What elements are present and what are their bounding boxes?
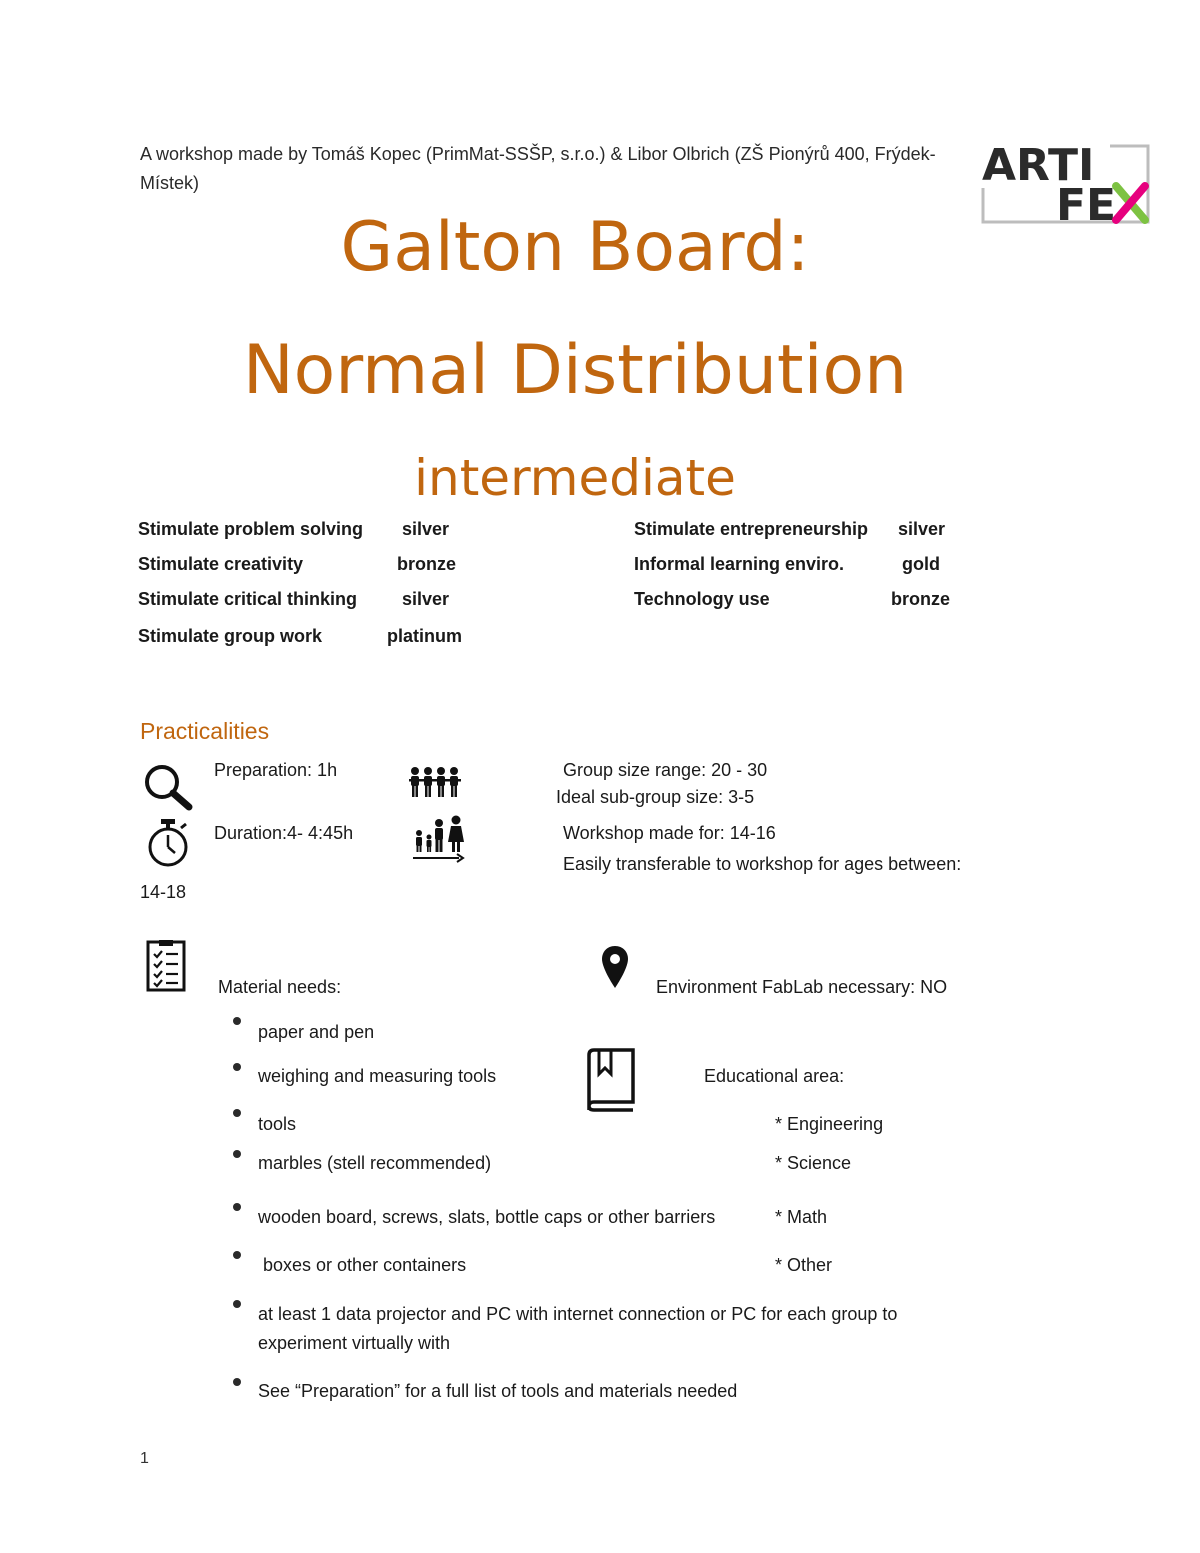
title-line-2: Normal Distribution	[242, 331, 908, 410]
material-item: at least 1 data projector and PC with internet connection or PC for each group to	[258, 1304, 898, 1324]
bullet	[233, 1109, 241, 1117]
material-item: wooden board, screws, slats, bottle caps or other barriers	[258, 1207, 716, 1227]
criterion-value: silver	[898, 519, 946, 539]
page-number: 1	[140, 1450, 149, 1467]
subgroup-size: Ideal sub-group size: 3-5	[556, 787, 755, 807]
educational-area-item: * Engineering	[775, 1114, 884, 1134]
material-needs-label: Material needs:	[218, 977, 342, 997]
criterion-value: bronze	[891, 589, 951, 609]
bullet	[233, 1300, 241, 1308]
logo-text-fe: FE	[1056, 180, 1117, 226]
criterion-value: platinum	[387, 626, 462, 646]
material-item: See “Preparation” for a full list of tools and materials needed	[258, 1381, 738, 1401]
bullet	[233, 1378, 241, 1386]
criterion-label: Stimulate problem solving	[138, 519, 364, 539]
preparation-time: Preparation: 1h	[214, 760, 338, 780]
workshop-credit: A workshop made by Tomáš Kopec (PrimMat-SSŠP, s.r.o.) & Libor Olbrich (ZŠ Pionýrů 400, Frýdek-Místek)	[140, 144, 936, 193]
material-item: boxes or other containers	[258, 1255, 467, 1275]
practicalities-heading: Practicalities	[140, 718, 270, 744]
checklist-icon	[146, 940, 188, 994]
difficulty-level: intermediate	[414, 449, 736, 507]
material-item: marbles (stell recommended)	[258, 1153, 492, 1173]
criterion-label: Informal learning enviro.	[634, 554, 845, 574]
criterion-label: Stimulate critical thinking	[138, 589, 358, 609]
bullet	[233, 1203, 241, 1211]
family-icon	[410, 814, 466, 864]
material-item: weighing and measuring tools	[258, 1066, 497, 1086]
educational-area-item: * Science	[775, 1153, 852, 1173]
criterion-value: bronze	[397, 554, 457, 574]
bullet	[233, 1063, 241, 1071]
criterion-label: Stimulate entrepreneurship	[634, 519, 869, 539]
book-icon	[583, 1046, 637, 1114]
group-size-range: Group size range: 20 - 30	[563, 760, 768, 780]
stopwatch-icon	[144, 818, 192, 868]
workshop-made-for: Workshop made for: 14-16	[563, 823, 776, 843]
criterion-label: Stimulate group work	[138, 626, 323, 646]
logo-text-arti: ARTI	[982, 140, 1095, 191]
educational-area-item: * Other	[775, 1255, 833, 1275]
criterion-value: gold	[902, 554, 940, 574]
transferable-ages-label: Easily transferable to workshop for ages between:	[563, 854, 962, 874]
transferable-ages-value: 14-18	[140, 882, 187, 902]
bullet	[233, 1150, 241, 1158]
fablab-requirement: Environment FabLab necessary: NO	[656, 977, 948, 997]
duration: Duration:4- 4:45h	[214, 823, 354, 843]
bullet	[233, 1017, 241, 1025]
criterion-value: silver	[402, 519, 450, 539]
material-item-continued: experiment virtually with	[258, 1333, 451, 1353]
criterion-label: Stimulate creativity	[138, 554, 304, 574]
bullet	[233, 1251, 241, 1259]
educational-area-label: Educational area:	[704, 1066, 845, 1086]
group-icon	[408, 766, 462, 800]
location-pin-icon	[600, 944, 630, 990]
magnifier-icon	[142, 762, 194, 812]
criterion-value: silver	[402, 589, 450, 609]
criterion-label: Technology use	[634, 589, 770, 609]
title-line-1: Galton Board:	[340, 208, 810, 287]
material-item: tools	[258, 1114, 297, 1134]
material-item: paper and pen	[258, 1022, 375, 1042]
educational-area-item: * Math	[775, 1207, 828, 1227]
